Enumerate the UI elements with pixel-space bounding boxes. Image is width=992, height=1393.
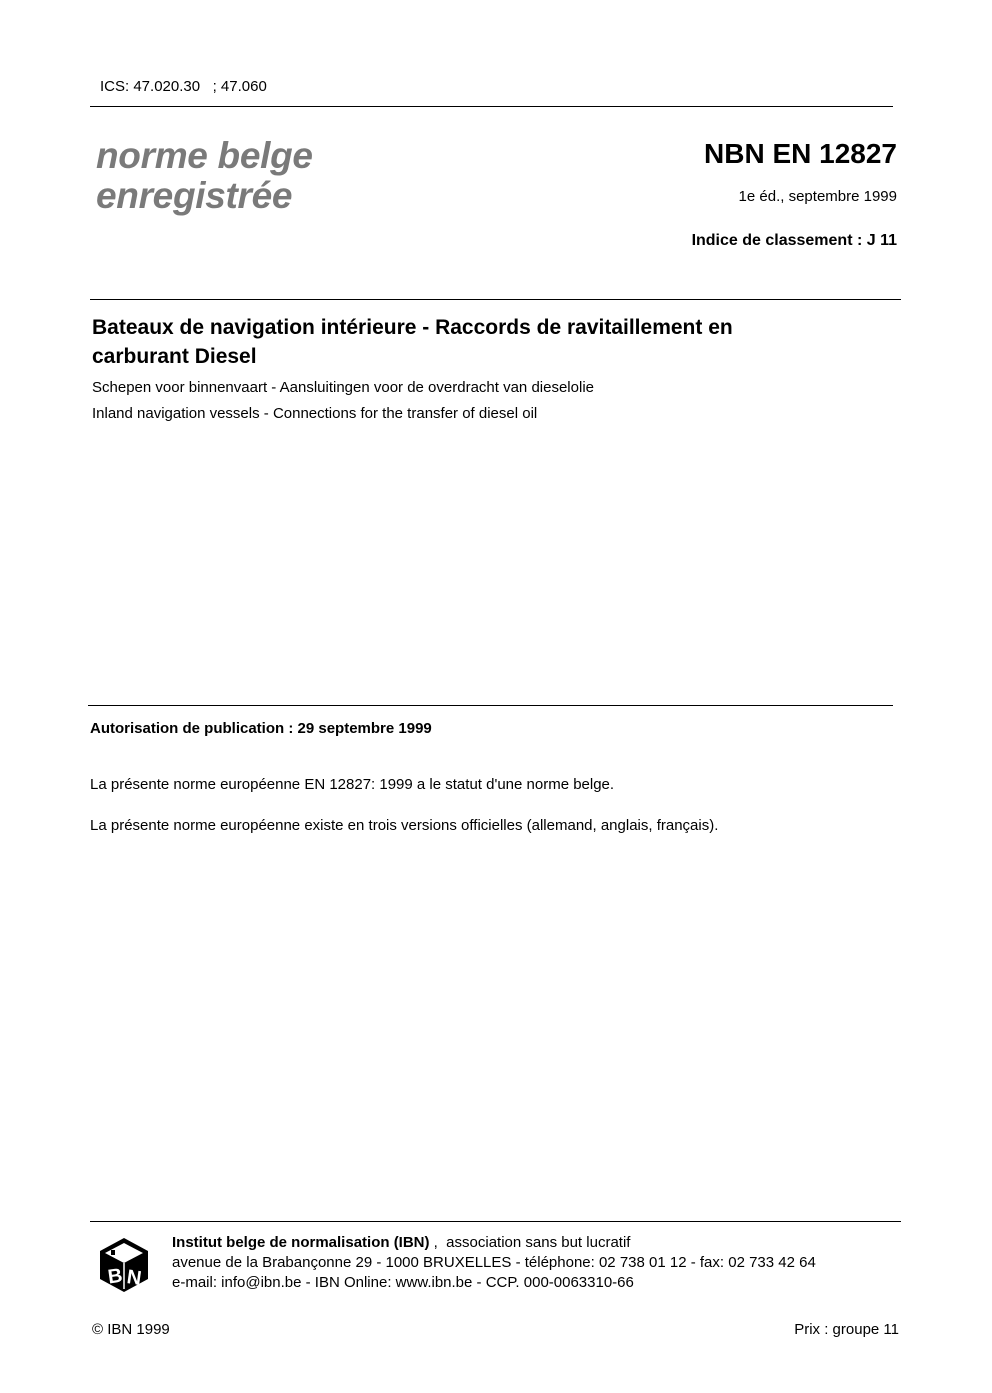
title-french-line-2: carburant Diesel [92,345,257,368]
body-rule [88,705,893,706]
status-paragraph: La présente norme européenne EN 12827: 1999 a le statut d'une norme belge. [90,776,615,793]
brand-label [96,136,313,216]
institute-name: Institut belge de normalisation (IBN) [172,1234,430,1251]
brand-line-2: enregistrée [96,175,293,216]
institute-contact: e-mail: info@ibn.be - IBN Online: www.ibn.be - CCP. 000-0063310-66 [172,1274,634,1291]
brand-line-1: norme belge [96,135,313,176]
svg-text:B: B [106,1264,124,1289]
footer-rule [90,1221,901,1222]
title-french [92,313,892,371]
title-dutch: Schepen voor binnenvaart - Aansluitingen voor de overdracht van dieselolie [92,379,594,396]
svg-text:N: N [125,1266,143,1290]
edition-date: 1e éd., septembre 1999 [738,188,897,205]
standard-number: NBN EN 12827 [704,138,897,169]
title-rule [90,299,901,300]
ics-code: ICS: 47.020.30 ; 47.060 [100,78,267,95]
publication-authorisation: Autorisation de publication : 29 septembre 1999 [90,720,432,737]
versions-paragraph: La présente norme européenne existe en trois versions officielles (allemand, anglais, français). [90,817,719,834]
title-french-line-1: Bateaux de navigation intérieure - Raccords de ravitaillement en [92,316,733,339]
institute-address: avenue de la Brabançonne 29 - 1000 BRUXELLES - téléphone: 02 738 01 12 - fax: 02 733 42 64 [172,1254,816,1271]
institute-name-line [172,1233,816,1253]
title-english: Inland navigation vessels - Connections for the transfer of diesel oil [92,405,538,422]
price-group: Prix : groupe 11 [794,1321,899,1338]
ibn-logo-icon [98,1237,150,1293]
copyright-notice: © IBN 1999 [92,1321,170,1338]
header-rule [90,106,893,107]
institute-description: , association sans but lucratif [429,1234,631,1251]
institute-info [172,1233,816,1293]
classification-index: Indice de classement : J 11 [691,232,897,249]
